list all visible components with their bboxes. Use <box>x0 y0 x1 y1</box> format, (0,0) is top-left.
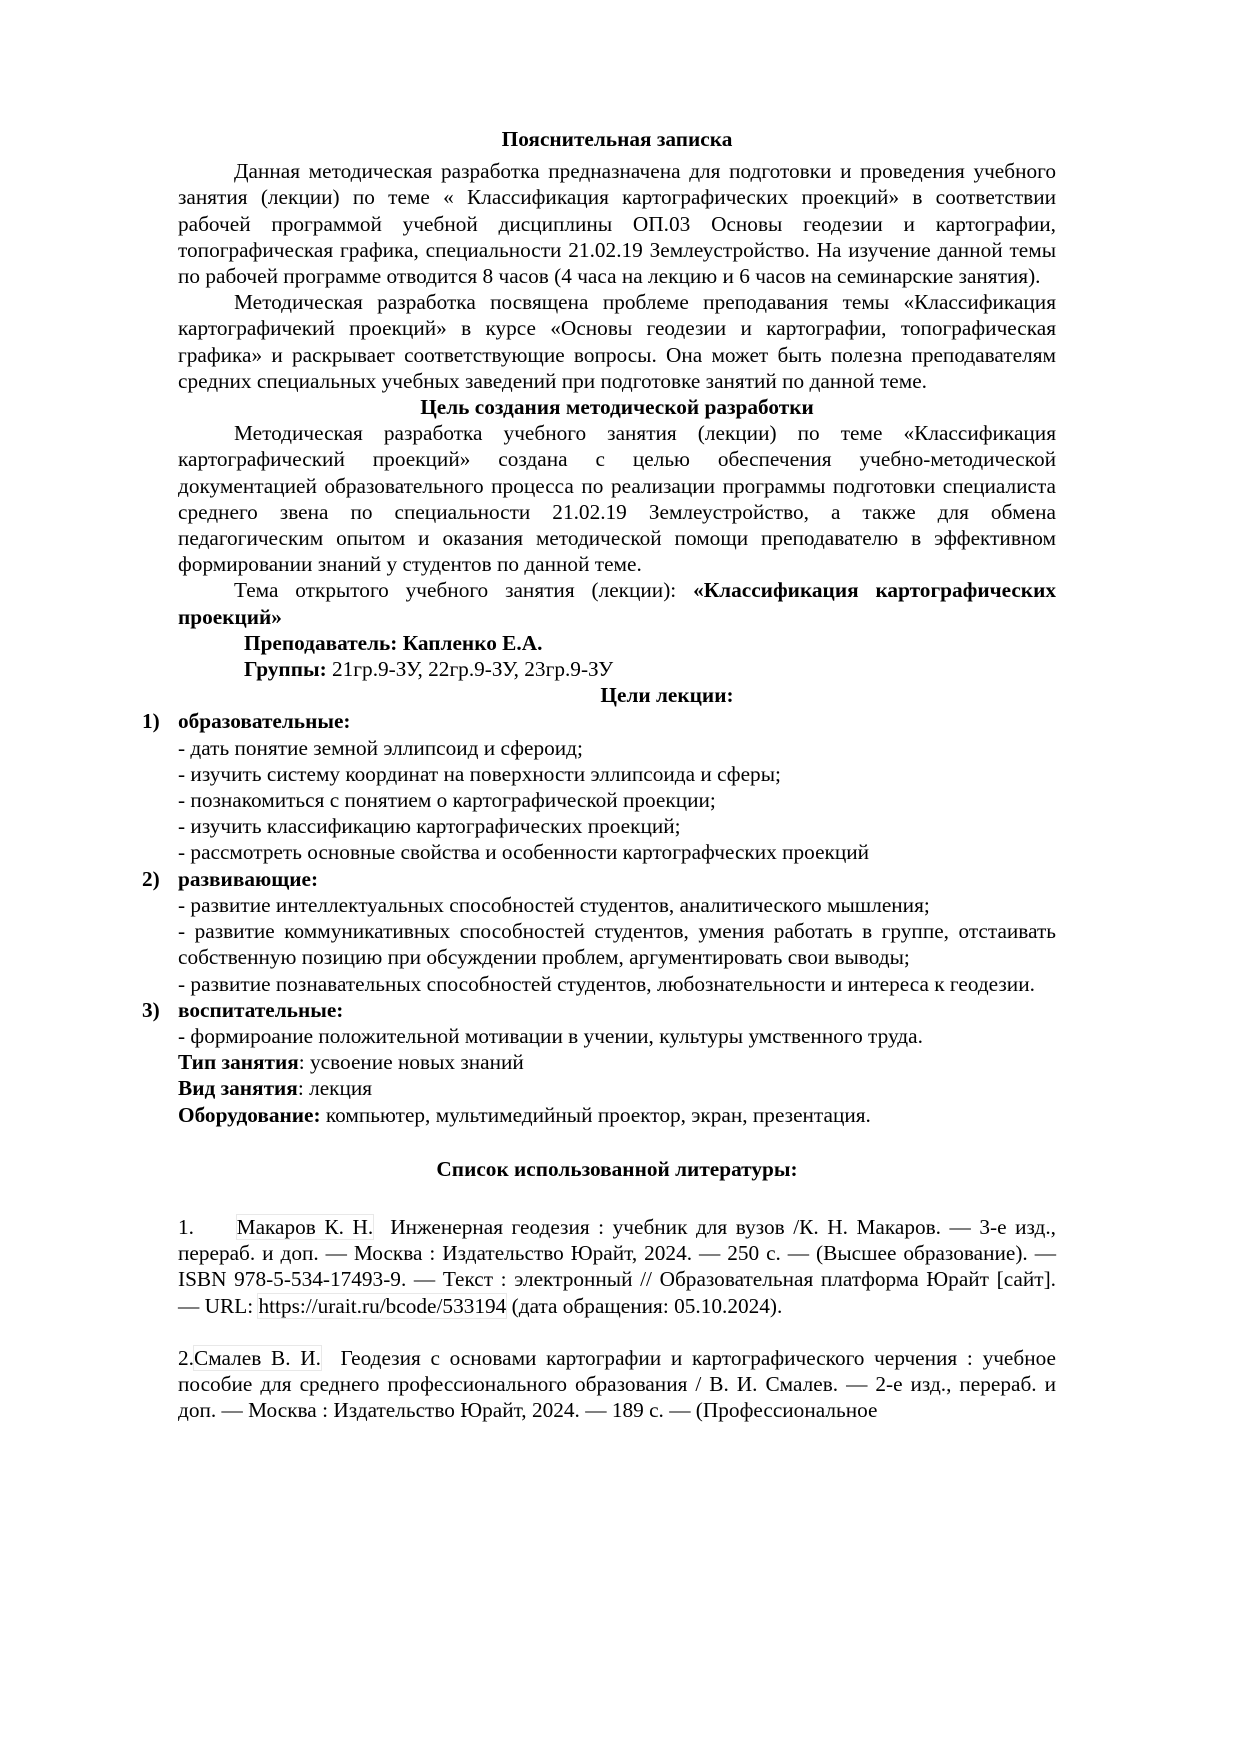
goal-item: - формироание положительной мотивации в учении, культуры умственного труда. <box>178 1023 923 1048</box>
groups-line <box>178 656 1056 682</box>
literature-item <box>178 1214 1056 1319</box>
goal-item: - развитие интеллектуальных способностей студентов, аналитического мышления; <box>178 892 930 917</box>
literature-item <box>178 1345 1056 1424</box>
lesson-kind-line <box>178 1075 1056 1101</box>
lesson-kind-label: Вид занятия <box>178 1076 298 1101</box>
goal-heading: воспитательные: <box>178 997 344 1022</box>
intro-paragraph-1: Данная методическая разработка предназначена для подготовки и проведения учебного занятия (лекции) по теме « Классификация картографических проекций» в соответствии рабочей программой учебной дисциплины ОП.03 Основы геодезии и картографии, топографическая графика, специальности 21.02.19 Землеустройство. На изучение данной темы по рабочей программе отводится 8 часов (4 часа на лекцию и 6 часов на семинарские занятия). <box>178 159 1056 289</box>
teacher-label: Преподаватель: Капленко Е.А. <box>244 630 543 655</box>
topic-line <box>178 577 1056 629</box>
intro-paragraph-2: Методическая разработка посвящена проблеме преподавания темы «Классификация картографичекий проекций» в курсе «Основы геодезии и картографии, топографическая графика» и раскрывает соответствующие вопросы. Она может быть полезна преподавателям средних специальных учебных заведений при подготовке занятий по данной теме. <box>178 290 1056 393</box>
equipment-line <box>178 1102 1056 1128</box>
topic-value: «Классификация картографических проекций» <box>178 578 1056 629</box>
equipment-label: Оборудование: <box>178 1102 321 1127</box>
goal-item: - развитие познавательных способностей студентов, любознательности и интереса к геодезии. <box>178 971 1035 996</box>
goal-number: 3) <box>142 997 160 1022</box>
literature-text-after: (дата обращения: 05.10.2024). <box>506 1293 783 1318</box>
literature-text: Инженерная геодезия : учебник для вузов /К. Н. Макаров. — 3-е изд., перераб. и доп. — Москва : Издательство Юрайт, 2024. — 250 с. — (Высшее образование). — ISBN 978-5-534-17493-9. — Текст : электронный // Образовательная платформа Юрайт [сайт]. — URL: <box>178 1214 1056 1318</box>
goal-group-educational <box>142 708 1056 865</box>
lesson-kind-value: : лекция <box>297 1076 373 1101</box>
document-page <box>142 126 1056 1449</box>
goal-item: - изучить классификацию картографических проекций; <box>178 814 681 839</box>
goal-item: - рассмотреть основные свойства и особенности картографческих проекций <box>178 840 870 865</box>
groups-label: Группы: <box>244 657 327 682</box>
goal-item: - познакомиться с понятием о картографической проекции; <box>178 788 716 813</box>
page-title: Пояснительная записка <box>501 127 733 151</box>
teacher-line <box>178 630 1056 656</box>
lesson-type-value: : усвоение новых знаний <box>298 1050 524 1075</box>
purpose-heading: Цель создания методической разработки <box>420 395 814 420</box>
purpose-paragraph: Методическая разработка учебного занятия (лекции) по теме «Классификация картографический проекций» создана с целью обеспечения учебно-методической документацией образовательного процесса по реализации программы подготовки специалиста среднего звена по специальности 21.02.19 Землеустройство, а также для обмена педагогическим опытом и оказания методической помощи преподавателю в эффективном формировании знаний у студентов по данной теме. <box>178 421 1056 577</box>
equipment-value: компьютер, мультимедийный проектор, экран, презентация. <box>320 1102 871 1127</box>
literature-heading: Список использованной литературы: <box>436 1156 798 1181</box>
goal-heading: образовательные: <box>178 709 351 734</box>
literature-url-link[interactable]: https://urait.ru/bcode/533194 <box>258 1293 507 1318</box>
goal-number: 1) <box>142 709 160 734</box>
literature-author: Смалев В. И. <box>193 1345 321 1370</box>
literature-text: Геодезия с основами картографии и картографического черчения : учебное пособие для среднего профессионального образования / В. И. Смалев. — 2-е изд., перераб. и доп. — Москва : Издательство Юрайт, 2024. — 189 с. — (Профессиональное <box>178 1345 1056 1423</box>
goal-heading: развивающие: <box>178 866 319 891</box>
lesson-type-line <box>178 1049 1056 1075</box>
goals-heading: Цели лекции: <box>600 683 734 708</box>
literature-number: 1. <box>178 1214 194 1239</box>
goal-item: - изучить систему координат на поверхности эллипсоида и сферы; <box>178 761 781 786</box>
groups-value: 21гр.9-ЗУ, 22гр.9-ЗУ, 23гр.9-ЗУ <box>326 657 614 682</box>
goal-item: - дать понятие земной эллипсоид и сфероид; <box>178 735 583 760</box>
goal-group-developmental <box>142 866 1056 997</box>
literature-number: 2. <box>178 1345 194 1370</box>
goal-number: 2) <box>142 866 160 891</box>
topic-label: Тема открытого учебного занятия (лекции): <box>234 578 694 603</box>
goal-group-upbringing <box>142 997 1056 1049</box>
literature-author: Макаров К. Н. <box>236 1214 374 1239</box>
goal-item: - развитие коммуникативных способностей студентов, умения работать в группе, отстаивать собственную позицию при обсуждении проблем, аргументировать свои выводы; <box>178 919 1056 970</box>
lesson-type-label: Тип занятия <box>178 1050 299 1075</box>
